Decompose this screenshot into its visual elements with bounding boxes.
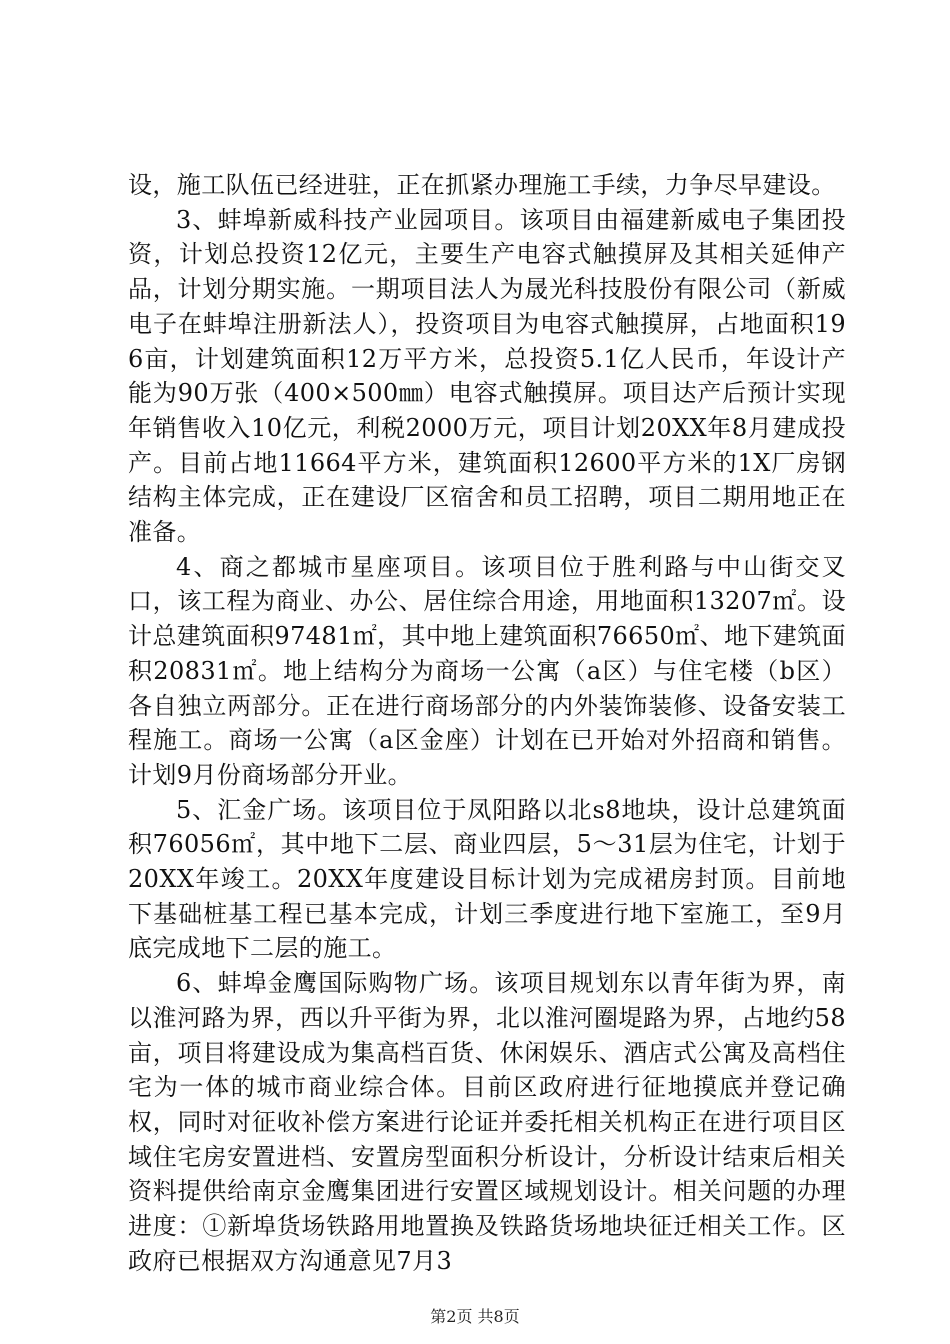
paragraph-project-4: 4、商之都城市星座项目。该项目位于胜利路与中山街交叉口，该工程为商业、办公、居住综合用途，用地面积13207㎡。设计总建筑面积97481㎡，其中地上建筑面积76650㎡、地下建筑面积20831㎡。地上结构分为商场一公寓（a区）与住宅楼（b区）各自独立两部分。正在进行商场部分的内外装饰装修、设备安装工程施工。商场一公寓（a区金座）计划在已开始对外招商和销售。计划9月份商场部分开业。 xyxy=(128,552,846,789)
document-body xyxy=(128,168,846,1279)
page-number-label: 第2页 共8页 xyxy=(430,1307,520,1326)
paragraph-project-3: 3、蚌埠新威科技产业园项目。该项目由福建新威电子集团投资，计划总投资12亿元，主要生产电容式触摸屏及其相关延伸产品，计划分期实施。一期项目法人为晟光科技股份有限公司（新威电子在蚌埠注册新法人），投资项目为电容式触摸屏，占地面积196亩，计划建筑面积12万平方米，总投资5.1亿人民币，年设计产能为90万张（400×500㎜）电容式触摸屏。项目达产后预计实现年销售收入10亿元，利税2000万元，项目计划20XX年8月建成投产。目前占地11664平方米，建筑面积12600平方米的1X厂房钢结构主体完成，正在建设厂区宿舍和员工招聘，项目二期用地正在准备。 xyxy=(128,205,846,547)
paragraph-project-6: 6、蚌埠金鹰国际购物广场。该项目规划东以青年街为界，南以淮河路为界，西以升平街为界，北以淮河圈堤路为界，占地约58亩，项目将建设成为集高档百货、休闲娱乐、酒店式公寓及高档住宅为一体的城市商业综合体。目前区政府进行征地摸底并登记确权，同时对征收补偿方案进行论证并委托相关机构正在进行项目区域住宅房安置进档、安置房型面积分析设计，分析设计结束后相关资料提供给南京金鹰集团进行安置区域规划设计。相关问题的办理进度：①新埠货场铁路用地置换及铁路货场地块征迁相关工作。区政府已根据双方沟通意见7月3 xyxy=(128,969,846,1275)
page-footer xyxy=(0,1304,950,1327)
paragraph-continuation: 设，施工队伍已经进驻，正在抓紧办理施工手续，力争尽早建设。 xyxy=(128,171,836,199)
paragraph-project-5: 5、汇金广场。该项目位于凤阳路以北s8地块，设计总建筑面积76056㎡，其中地下二层、商业四层，5～31层为住宅，计划于20XX年竣工。20XX年度建设目标计划为完成裙房封顶。目前地下基础桩基工程已基本完成，计划三季度进行地下室施工，至9月底完成地下二层的施工。 xyxy=(128,795,846,963)
